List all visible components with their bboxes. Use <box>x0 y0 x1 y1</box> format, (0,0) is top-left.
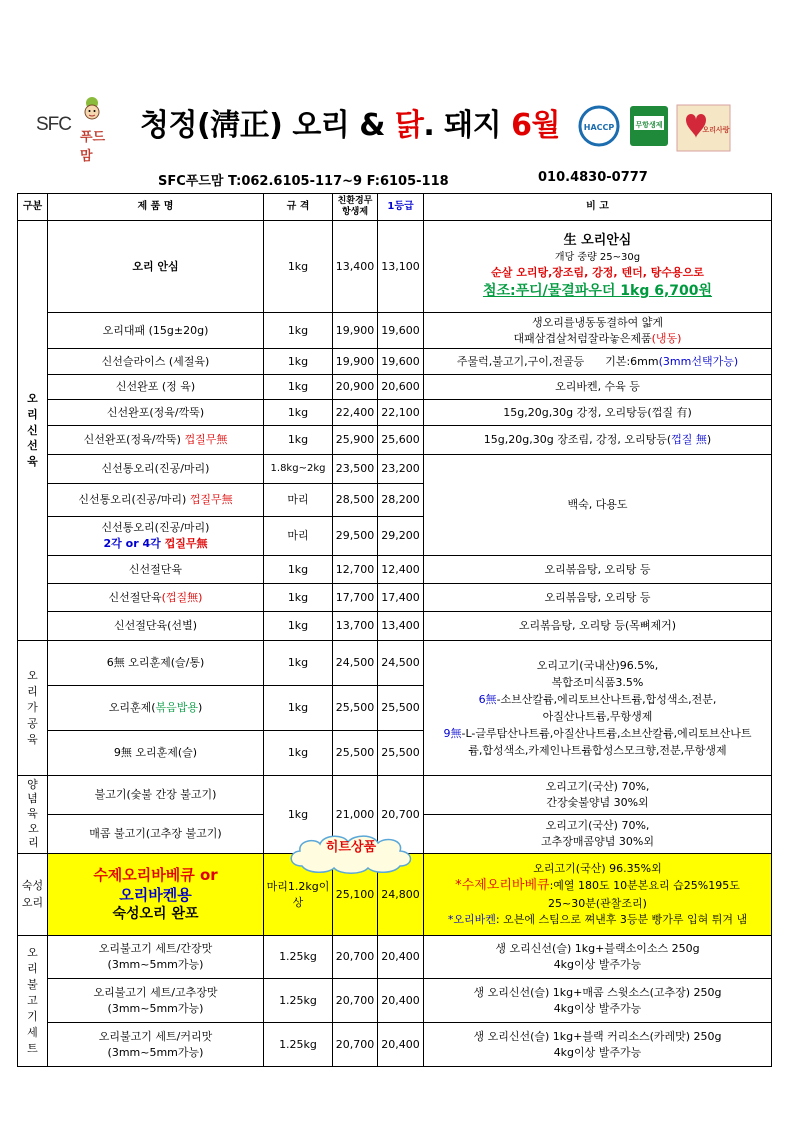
note-line: 아질산나트륨,무항생제 <box>542 710 653 723</box>
product-note: 오리바켄, 수육 등 <box>424 375 772 400</box>
product-name: 신선절단육 <box>48 556 264 584</box>
product-name-line: 오리불고기 세트/커리맛 <box>98 1029 213 1043</box>
fried-rice-tag: 볶음밥용 <box>155 701 198 715</box>
product-name: 신선절단육(선별) <box>48 612 264 641</box>
product-name: 6無 오리훈제(슬/통) <box>48 641 264 686</box>
price-grade1: 20,700 <box>378 776 424 854</box>
note-line: 4kg이상 발주가능 <box>553 958 642 971</box>
product-note <box>424 854 772 936</box>
cut-option: 2각 or 4각 <box>103 537 165 550</box>
product-name: 신선통오리(진공/마리) <box>48 455 264 484</box>
product-note <box>424 815 772 854</box>
product-spec: 1kg <box>264 584 333 612</box>
note-line: 순살 오리탕,장조림, 강정, 텐더, 탕수용으로 <box>491 266 704 280</box>
product-name <box>48 584 264 612</box>
product-name-line: (3mm~5mm가능) <box>107 1001 204 1015</box>
product-spec: 1kg <box>264 349 333 375</box>
price-grade1: 17,400 <box>378 584 424 612</box>
product-note <box>424 641 772 776</box>
note-frozen: (냉동) <box>651 331 682 345</box>
logo <box>32 96 117 164</box>
table-row <box>18 375 772 400</box>
product-note: 백숙, 다용도 <box>424 455 772 556</box>
note-skin: 껍질 無 <box>671 433 707 447</box>
product-note <box>424 979 772 1023</box>
product-note <box>424 1023 772 1067</box>
title-dak: 닭 <box>394 108 424 143</box>
haccp-label: HACCP <box>583 123 615 132</box>
price-grade1: 20,600 <box>378 375 424 400</box>
product-name-text: 오리훈제( <box>108 701 156 715</box>
price-eco: 17,700 <box>333 584 378 612</box>
price-eco: 25,500 <box>333 731 378 776</box>
note-line: 생 오리신선(슬) 1kg+블랙소이소스 250g <box>495 942 700 956</box>
note-line: 대패삼겹살처럼잘라놓은제품 <box>513 331 652 345</box>
product-note <box>424 221 772 313</box>
table-row <box>18 556 772 584</box>
product-spec: 1kg <box>264 556 333 584</box>
price-eco: 20,700 <box>333 979 378 1023</box>
price-grade1: 19,600 <box>378 313 424 349</box>
note-line: 고추장매콤양념 30%외 <box>541 835 654 848</box>
product-note <box>424 936 772 979</box>
product-name-text: 신선통오리(진공/마리) <box>78 493 190 507</box>
product-spec: 1kg <box>264 776 333 854</box>
bacon-tag: *오리바켄 <box>447 912 496 926</box>
note-line: 오리고기(국산) 70%, <box>545 780 650 794</box>
table-header <box>18 194 772 221</box>
product-spec: 1.25kg <box>264 979 333 1023</box>
product-name <box>48 426 264 455</box>
table-row <box>18 455 772 484</box>
header-product: 제 품 명 <box>48 194 264 221</box>
price-eco: 12,700 <box>333 556 378 584</box>
note-skin: (껍질 有) <box>647 405 692 419</box>
table-row <box>18 979 772 1023</box>
note-line: : 오븐에 스팀으로 쪄낸후 3등분 빵가루 입혀 튀겨 냄 <box>495 912 748 926</box>
product-name-line: 오리바켄용 <box>119 886 192 905</box>
price-grade1: 20,400 <box>378 1023 424 1067</box>
header-price-eco: 친환경무항생제 <box>333 194 378 221</box>
note-line: 4kg이상 발주가능 <box>553 1045 642 1059</box>
note-line: 생오리를냉동동결하여 얇게 <box>531 315 663 329</box>
product-name <box>48 686 264 731</box>
price-eco: 19,900 <box>333 313 378 349</box>
section-fresh <box>18 221 48 641</box>
product-name-line: (3mm~5mm가능) <box>107 1045 204 1059</box>
product-name: 9無 오리훈제(슬) <box>48 731 264 776</box>
note-line: 개당 중량 25~30g <box>554 251 641 263</box>
product-spec: 1kg <box>264 641 333 686</box>
product-spec: 1kg <box>264 731 333 776</box>
product-spec: 마리1.2kg이상 <box>264 854 333 936</box>
bbq-tag: *수제오리바베큐 <box>455 878 550 894</box>
six-free-tag: 6無 <box>478 692 497 706</box>
note-line: -소브산칼륨,에리토브산나트륨,합성색소,전분, <box>496 692 717 706</box>
product-spec: 1kg <box>264 313 333 349</box>
antibiotic-free-label: 무항생제 <box>635 121 663 129</box>
product-name-end: ) <box>198 701 203 715</box>
note-line: 15g,20g,30g 장조림, 강정, 오리탕등( <box>483 433 672 447</box>
product-note <box>424 349 772 375</box>
note-line: 生 오리안심 <box>563 232 632 248</box>
price-grade1: 25,500 <box>378 731 424 776</box>
table-row <box>18 584 772 612</box>
price-eco: 20,900 <box>333 375 378 400</box>
header-category: 구분 <box>18 194 48 221</box>
note-option: (3mm선택가능) <box>658 354 739 368</box>
section-processed <box>18 641 48 776</box>
product-spec: 1.25kg <box>264 1023 333 1067</box>
product-name: 오리대패 (15g±20g) <box>48 313 264 349</box>
product-name: 신선완포 (정 육) <box>48 375 264 400</box>
chef-icon <box>80 96 104 124</box>
title-part1: 청정(淸正) 오리 & <box>140 108 395 143</box>
nine-free-tag: 9無 <box>443 727 462 741</box>
price-grade1: 25,600 <box>378 426 424 455</box>
table-row <box>18 221 772 313</box>
page-title <box>140 100 560 144</box>
note-line: 복합조미식품3.5% <box>551 675 644 689</box>
table-row <box>18 313 772 349</box>
note-line: 15g,20g,30g 강정, 오리탕등 <box>503 405 648 419</box>
price-grade1: 19,600 <box>378 349 424 375</box>
section-marinated-label: 양념육 <box>27 778 38 820</box>
product-name: 불고기(숯불 간장 불고기) <box>48 776 264 815</box>
table-row <box>18 641 772 686</box>
price-grade1: 13,400 <box>378 612 424 641</box>
product-name <box>48 1023 264 1067</box>
product-name-line: 오리불고기 세트/간장맛 <box>98 942 213 956</box>
section-marinated-sub: 오리 <box>28 821 39 849</box>
product-name-text: 신선완포(정육/깍뚝) <box>83 433 185 447</box>
price-eco: 25,900 <box>333 426 378 455</box>
product-note <box>424 313 772 349</box>
product-spec: 1kg <box>264 221 333 313</box>
price-eco: 20,700 <box>333 936 378 979</box>
product-name-line: 숙성오리 완포 <box>112 906 199 923</box>
note-line: 주물럭,불고기,구이,전골등 기본:6mm <box>456 354 659 368</box>
table-row <box>18 936 772 979</box>
product-name-line: (3mm~5mm가능) <box>107 958 204 971</box>
skinless-tag: 껍질무無 <box>189 493 233 507</box>
product-name <box>48 979 264 1023</box>
note-line: 오리고기(국내산)96.5%, <box>536 658 659 672</box>
price-eco: 22,400 <box>333 400 378 426</box>
note-line: 생 오리신선(슬) 1kg+블랙 커리소스(카레맛) 250g <box>473 1029 722 1043</box>
product-name: 신선완포(정육/깍뚝) <box>48 400 264 426</box>
price-grade1: 20,400 <box>378 936 424 979</box>
section-marinated <box>18 776 48 854</box>
price-grade1: 12,400 <box>378 556 424 584</box>
product-spec: 1kg <box>264 612 333 641</box>
title-part2: . 돼지 <box>423 108 512 143</box>
product-name <box>48 936 264 979</box>
price-grade1: 28,200 <box>378 484 424 517</box>
product-spec: 1kg <box>264 686 333 731</box>
price-eco: 25,100 <box>333 854 378 936</box>
haccp-icon <box>578 104 620 152</box>
product-name: 매콤 불고기(고추장 불고기) <box>48 815 264 854</box>
antibiotic-free-icon <box>628 104 670 152</box>
price-grade1: 13,100 <box>378 221 424 313</box>
product-note: 오리볶음탕, 오리탕 등 <box>424 556 772 584</box>
product-spec: 1.25kg <box>264 936 333 979</box>
product-name-line: 오리불고기 세트/고추장맛 <box>93 985 218 999</box>
price-eco: 13,400 <box>333 221 378 313</box>
product-name <box>48 484 264 517</box>
product-spec: 마리 <box>264 517 333 556</box>
table-row <box>18 1023 772 1067</box>
price-eco: 23,500 <box>333 455 378 484</box>
price-grade1: 24,800 <box>378 854 424 936</box>
price-eco: 25,500 <box>333 686 378 731</box>
header-price-grade1: 1등급 <box>378 194 424 221</box>
table-row <box>18 349 772 375</box>
title-month: 6월 <box>511 108 560 143</box>
note-line: 륨,합성색소,카제인나트륨합성스모크향,전분,무항생제 <box>468 744 727 758</box>
note-line: 4kg이상 발주가능 <box>553 1001 642 1015</box>
price-grade1: 22,100 <box>378 400 424 426</box>
note-line: :예열 180도 10분본요리 습25%195도 <box>549 879 740 893</box>
product-spec: 1kg <box>264 400 333 426</box>
note-line: 25~30분(관찰조리) <box>548 896 647 910</box>
note-line: 생 오리신선(슬) 1kg+매콤 스윗소스(고추장) 250g <box>473 985 722 999</box>
product-spec: 1kg <box>264 426 333 455</box>
price-eco: 21,000 <box>333 776 378 854</box>
product-spec: 1.8kg~2kg <box>264 455 333 484</box>
product-note <box>424 776 772 815</box>
price-eco: 24,500 <box>333 641 378 686</box>
price-eco: 19,900 <box>333 349 378 375</box>
note-line: 오리고기(국산) 96.35%외 <box>533 862 662 876</box>
skinless-tag: 껍질무無 <box>164 537 208 550</box>
header-note: 비 고 <box>424 194 772 221</box>
mobile-number: 010.4830-0777 <box>538 170 648 185</box>
note-line: 첨조:푸디/물결파우더 1kg 6,700원 <box>482 282 713 299</box>
third-cert-label: 오리사랑 <box>702 126 730 134</box>
note-line: 오리고기(국산) 70%, <box>545 819 650 833</box>
product-name-line: 수제오리바베큐 or <box>93 865 218 884</box>
table-row <box>18 612 772 641</box>
product-note <box>424 426 772 455</box>
product-name: 오리 안심 <box>48 221 264 313</box>
logo-brand: 푸드맘 <box>80 130 106 164</box>
price-grade1: 29,200 <box>378 517 424 556</box>
price-grade1: 20,400 <box>378 979 424 1023</box>
product-spec: 1kg <box>264 375 333 400</box>
product-note: 오리볶음탕, 오리탕 등(목뼈제거) <box>424 612 772 641</box>
table-row <box>18 400 772 426</box>
duck-love-icon <box>676 104 731 152</box>
section-fresh-label: 오리신선육 <box>27 391 38 469</box>
note-line: -L-글루탐산나트륨,아질산나트륨,소브산칼륨,에리토브산나트 <box>461 727 752 741</box>
skinless-tag: (껍질無) <box>161 590 203 604</box>
header-spec: 규 격 <box>264 194 333 221</box>
product-name-text: 신선절단육 <box>108 590 162 604</box>
logo-sfc: SFC <box>36 114 71 135</box>
price-eco: 20,700 <box>333 1023 378 1067</box>
note-line: 간장숯불양념 30%외 <box>546 796 649 809</box>
table-row <box>18 426 772 455</box>
section-aged-label: 숙성오리 <box>21 879 44 909</box>
product-spec: 마리 <box>264 484 333 517</box>
section-aged <box>18 854 48 936</box>
section-bulgogi-set-label: 오리불고기세트 <box>27 946 38 1055</box>
price-grade1: 23,200 <box>378 455 424 484</box>
price-grade1: 24,500 <box>378 641 424 686</box>
section-bulgogi-set <box>18 936 48 1067</box>
product-name <box>48 854 264 936</box>
product-name-text: 신선통오리(진공/마리) <box>101 521 210 535</box>
price-eco: 29,500 <box>333 517 378 556</box>
price-eco: 28,500 <box>333 484 378 517</box>
price-grade1: 25,500 <box>378 686 424 731</box>
company-contact: SFC푸드맘 T:062.6105-117~9 F:6105-118 <box>158 174 449 189</box>
product-name <box>48 517 264 556</box>
price-table <box>17 193 772 1067</box>
section-processed-label: 오리가공육 <box>27 669 38 746</box>
product-note <box>424 400 772 426</box>
hit-product-badge: 히트상품 <box>325 840 377 855</box>
table-row <box>18 776 772 815</box>
skinless-tag: 껍질무無 <box>184 433 228 447</box>
price-eco: 13,700 <box>333 612 378 641</box>
note-close: ) <box>706 433 712 447</box>
product-note: 오리볶음탕, 오리탕 등 <box>424 584 772 612</box>
product-name: 신선슬라이스 (세절육) <box>48 349 264 375</box>
